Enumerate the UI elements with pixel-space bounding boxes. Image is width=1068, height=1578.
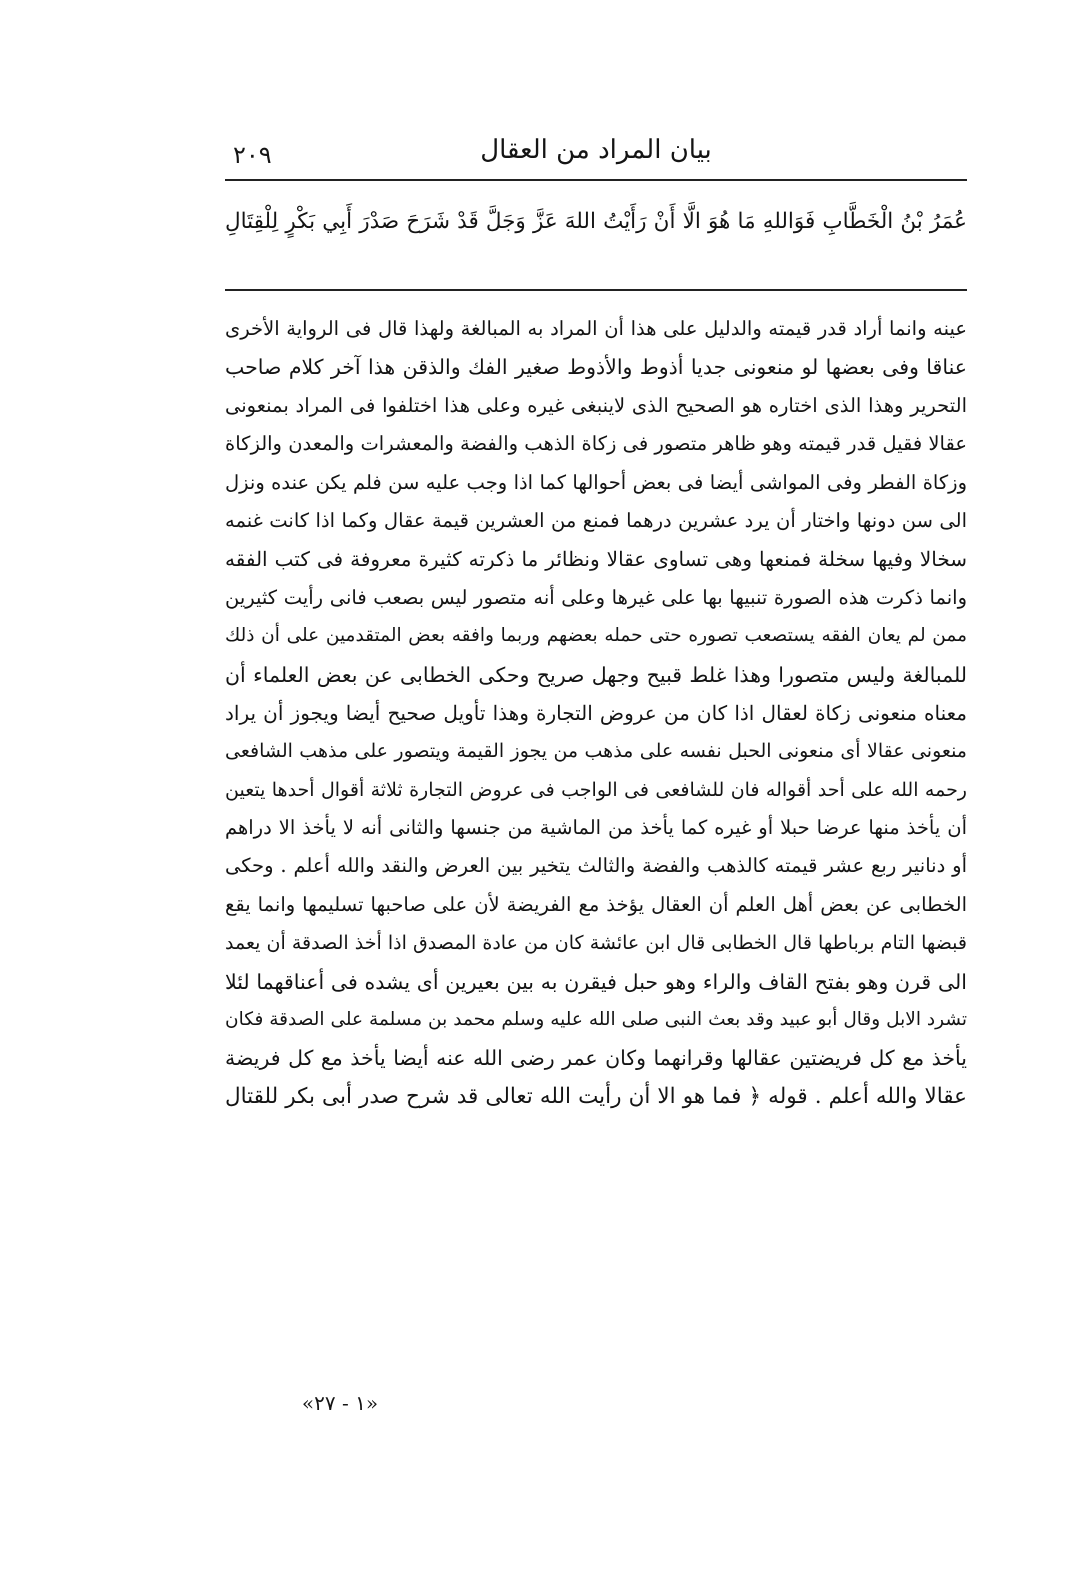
commentary-line: وانما ذكرت هذه الصورة تنبيها بها على غيرها وعلى أنه متصور ليس بصعب فانى رأيت كثيرين	[225, 585, 967, 609]
commentary-line: تشرد الابل وقال أبو عبيد وقد بعث النبى صلى الله عليه وسلم محمد بن مسلمة على الصدقة فكان	[225, 1009, 967, 1031]
commentary-line: الخطابى عن بعض أهل العلم أن العقال يؤخذ مع الفريضة لأن على صاحبها تسليمها وانما يقع	[225, 892, 967, 916]
commentary-line: الى سن دونها واختار أن يرد عشرين درهما فمنع من العشرين قيمة عقال وكما اذا كانت غنمه	[225, 508, 967, 532]
commentary-line: ممن لم يعان الفقه يستصعب تصوره حتى حمله بعضهم وربما وافقه بعض المتقدمين على أن ذلك	[225, 625, 967, 647]
commentary-line: أو دنانير ربع عشر قيمته كالذهب والفضة والثالث يتخير بين العرض والنقد والله أعلم . وحكى	[225, 854, 967, 878]
running-title: بيان المراد من العقال	[480, 135, 712, 165]
commentary-line: التحرير وهذا الذى اختاره هو الصحيح الذى لاينبغى غيره وعلى هذا اختلفوا فى المراد بمنعونى	[225, 393, 967, 417]
commentary-line: عينه وانما أراد قدر قيمته والدليل على هذا أن المراد به المبالغة ولهذا قال فى الرواية الأخرى	[225, 317, 967, 340]
commentary-line: للمبالغة وليس متصورا وهذا غلط قبيح وجهل صريح وحكى الخطابى عن بعض العلماء أن	[225, 662, 967, 687]
hadith-text-line: عُمَرُ بْنُ الْخَطَّابِ فَوَاللهِ مَا هُوَ الَّا أَنْ رَأَيْتُ اللهَ عَزَّ وَجَلَّ قَدْ شَرَحَ صَدْرَ أَبِي بَكْرٍ لِلْقِتَالِ	[225, 209, 967, 234]
header-rule	[225, 179, 967, 181]
commentary-line: الى قرن وهو بفتح القاف والراء وهو حبل فيقرن به بين بعيرين أى يشده فى أعناقهما لئلا	[225, 969, 967, 994]
page-number: ٢٠٩	[233, 141, 272, 169]
commentary-line: قبضها التام برباطها قال الخطابى قال ابن عائشة كان من عادة المصدق اذا أخذ الصدقة أن يعمد	[225, 932, 967, 955]
commentary-line: عقالا والله أعلم . قوله ﴿ فما هو الا أن رأيت الله تعالى قد شرح صدر أبى بكر للقتال	[225, 1083, 967, 1109]
commentary-body	[225, 310, 967, 1116]
page-header	[225, 126, 967, 180]
commentary-separator-rule	[225, 289, 967, 291]
commentary-line: يأخذ مع كل فريضتين عقالها وقرانهما وكان عمر رضى الله عنه أيضا يأخذ مع كل فريضة	[225, 1046, 967, 1071]
commentary-line: أن يأخذ منها عرضا حبلا أو غيره كما يأخذ من الماشية من جنسها والثانى أنه لا يأخذ الا دراهم	[225, 816, 967, 840]
commentary-line: وزكاة الفطر وفى المواشى أيضا فى بعض أحوالها كما اذا وجب عليه سن فلم يكن عنده ونزل	[225, 470, 967, 494]
commentary-line: منعونى عقالا أى منعونى الحبل نفسه على مذهب من يجوز القيمة ويتصور على مذهب الشافعى	[225, 740, 967, 763]
printer-signature: «١ - ٢٧»	[301, 1391, 379, 1415]
commentary-line: معناه منعونى زكاة لعقال اذا كان من عروض التجارة وهذا تأويل صحيح أيضا ويجوز أن يراد	[225, 700, 967, 725]
commentary-line: عقالا فقيل قدر قيمته وهو ظاهر متصور فى زكاة الذهب والفضة والمعشرات والمعدن والزكاة	[225, 432, 967, 456]
commentary-line: سخالا وفيها سخلة فمنعها وهى تساوى عقالا ونظائر ما ذكرته كثيرة معروفة فى كتب الفقه	[225, 547, 967, 572]
commentary-line: رحمه الله على أحد أقواله فان للشافعى فى الواجب فى عروض التجارة ثلاثة أقوال أحدها يتعين	[225, 778, 967, 801]
commentary-line: عناقا وفى بعضها لو منعونى جديا أذوط والأذوط صغير الفك والذقن هذا آخر كلام صاحب	[225, 355, 967, 380]
